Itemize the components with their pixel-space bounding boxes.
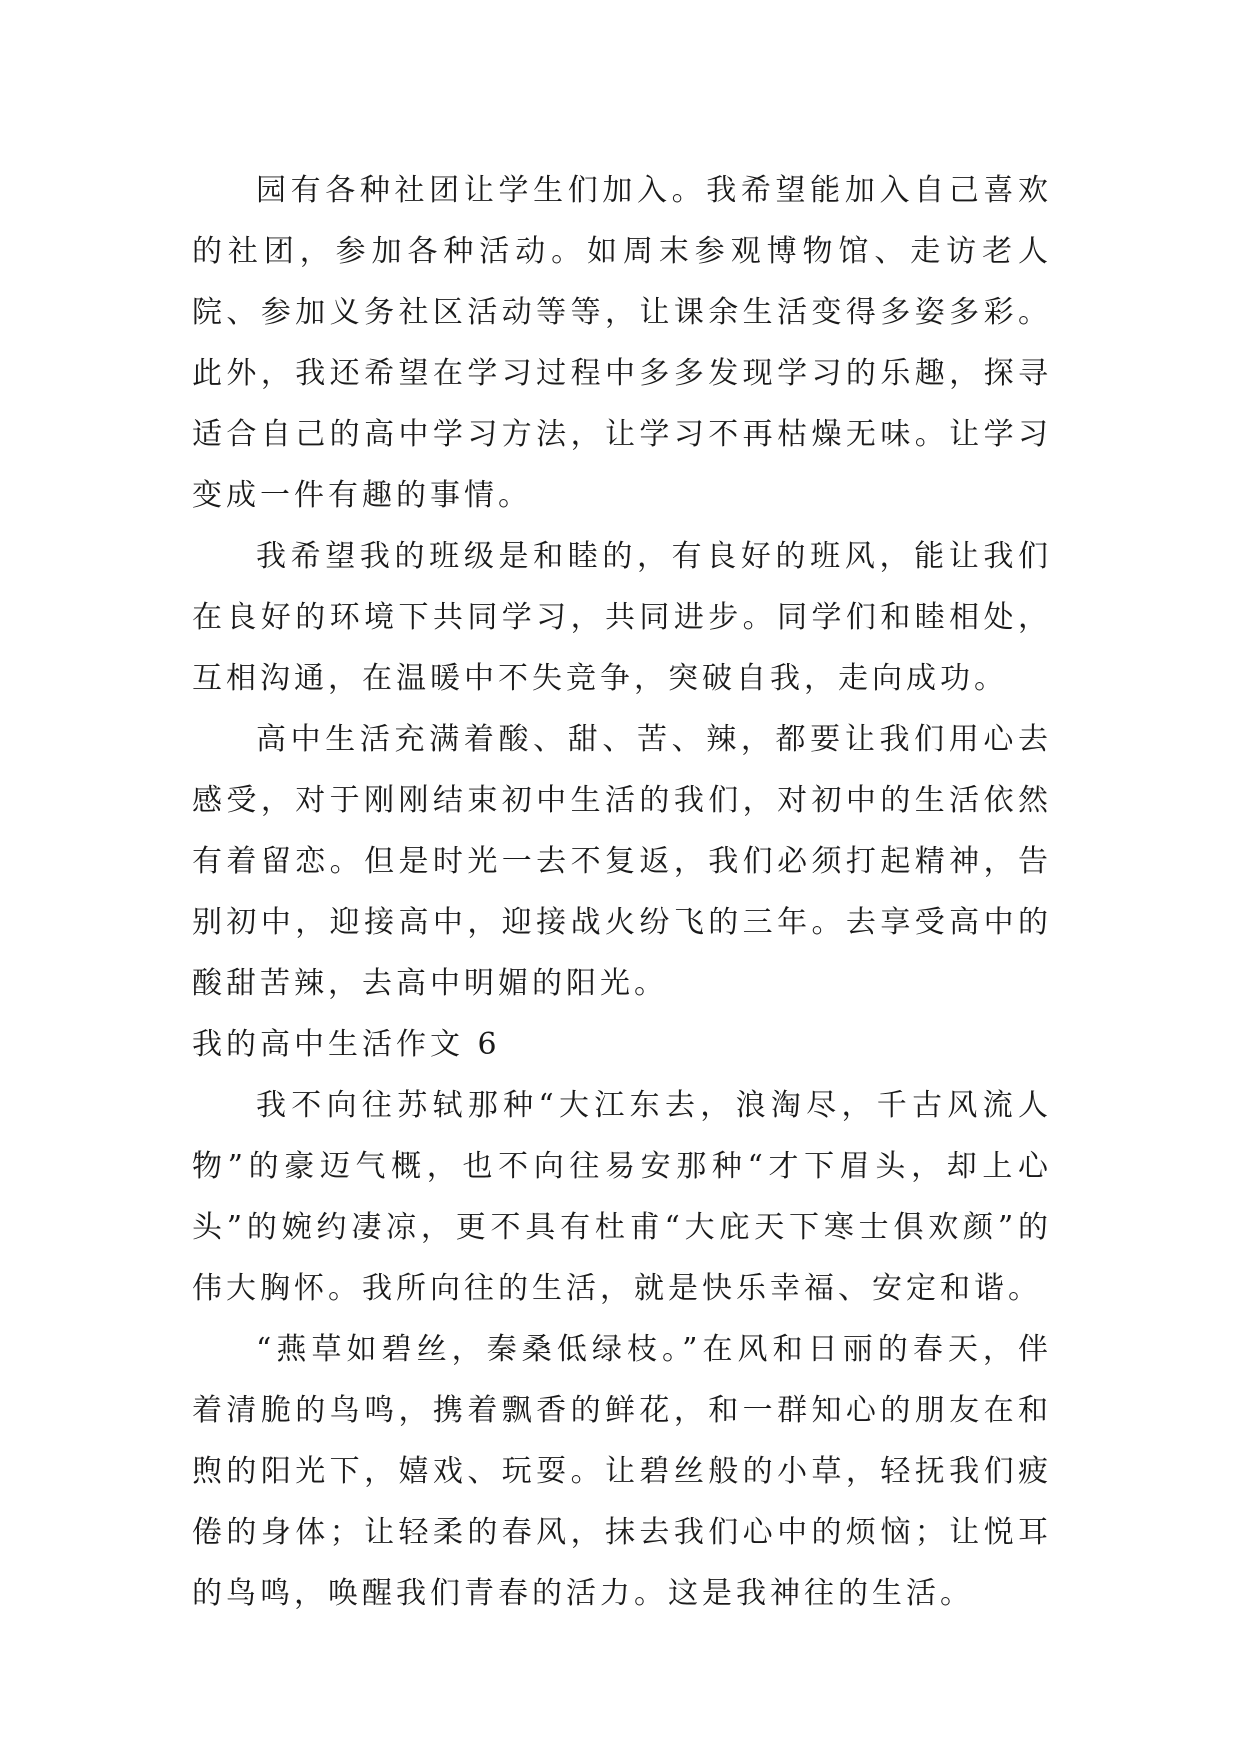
paragraph-spring: “燕草如碧丝，秦桑低绿枝。”在风和日丽的春天，伴着清脆的鸟鸣，携着飘香的鲜花，和一群知心的朋友在和煦的阳光下，嬉戏、玩耍。让碧丝般的小草，轻抚我们疲倦的身体；让轻柔的春风，抹去我们心中的烦恼；让悦耳的鸟鸣，唤醒我们青春的活力。这是我神往的生活。 <box>192 1332 1052 1611</box>
essay-heading: 我的高中生活作文 6 <box>192 1027 501 1062</box>
paragraph-high-school-life: 高中生活充满着酸、甜、苦、辣，都要让我们用心去感受，对于刚刚结束初中生活的我们，对初中的生活依然有着留恋。但是时光一去不复返，我们必须打起精神，告别初中，迎接高中，迎接战火纷飞的三年。去享受高中的酸甜苦辣，去高中明媚的阳光。 <box>192 722 1052 1001</box>
paragraph-aspiration: 我不向往苏轼那种“大江东去，浪淘尽，千古风流人物”的豪迈气概，也不向往易安那种“才下眉头，却上心头”的婉约凄凉，更不具有杜甫“大庇天下寒士俱欢颜”的伟大胸怀。我所向往的生活，就是快乐幸福、安定和谐。 <box>192 1088 1052 1306</box>
document-body <box>192 160 1052 1624</box>
paragraph-class: 我希望我的班级是和睦的，有良好的班风，能让我们在良好的环境下共同学习，共同进步。同学们和睦相处，互相沟通，在温暖中不失竞争，突破自我，走向成功。 <box>192 539 1052 696</box>
paragraph-clubs: 园有各种社团让学生们加入。我希望能加入自己喜欢的社团，参加各种活动。如周末参观博物馆、走访老人院、参加义务社区活动等等，让课余生活变得多姿多彩。此外，我还希望在学习过程中多多发现学习的乐趣，探寻适合自己的高中学习方法，让学习不再枯燥无味。让学习变成一件有趣的事情。 <box>192 173 1052 513</box>
